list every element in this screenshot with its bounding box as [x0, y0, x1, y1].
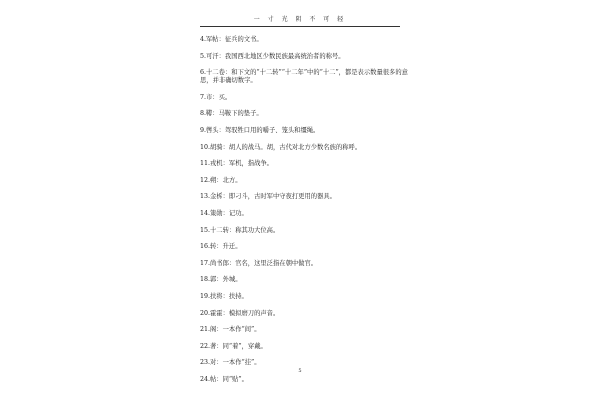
- annotation-item: 9.辔头：驾驭牲口用的嚼子、笼头和缰绳。: [200, 126, 320, 134]
- annotation-item: 13.金柝：即刁斗，古时军中守夜打更用的器具。: [200, 193, 336, 201]
- page-number: 5: [298, 368, 302, 374]
- annotation-item: 21.阁：一本作“间”。: [200, 326, 261, 334]
- annotation-item: 23.对：一本作“挂”。: [200, 359, 261, 367]
- page-header-title: 一 寸 光 阴 不 可 轻: [253, 16, 347, 23]
- annotation-item: 5.可汗：我国西北地区少数民族最高统治者的称号。: [200, 52, 345, 60]
- annotation-item: 24.帖：同“贴”。: [200, 375, 248, 383]
- annotation-item: 12.朔：北方。: [200, 176, 242, 184]
- annotation-item: 14.策勋：记功。: [200, 209, 248, 217]
- annotation-item: 4.军帖：征兵的文书。: [200, 36, 263, 43]
- annotation-item: 17.尚书郎：官名，这里泛指在朝中做官。: [200, 259, 318, 267]
- annotation-item: 18.郭：外城。: [200, 276, 242, 284]
- header-divider: [200, 26, 400, 27]
- annotation-item: 19.扶将：扶持。: [200, 292, 248, 300]
- annotation-item: 8.鞯：马鞍下的垫子。: [200, 110, 263, 118]
- annotation-list: [200, 36, 410, 392]
- annotation-item: 22.著：同“着”，穿戴。: [200, 342, 267, 350]
- annotation-item: 20.霍霍：模拟磨刀的声音。: [200, 309, 280, 317]
- annotation-item: 15.十二转：称其功大位高。: [200, 226, 280, 234]
- annotation-item: 10.胡骑：胡人的战马。胡，古代对北方少数名族的称呼。: [200, 143, 362, 151]
- annotation-item: 6.十二卷：和下文的“十二转”“十二年”中的“十二”，都是表示数量很多的意思，并非确切数字。: [200, 69, 408, 85]
- annotation-item: 7.市：买。: [200, 93, 232, 101]
- annotation-item: 11.戎机：军机，指战争。: [200, 160, 273, 168]
- annotation-item: 16.转：升迁。: [200, 243, 242, 251]
